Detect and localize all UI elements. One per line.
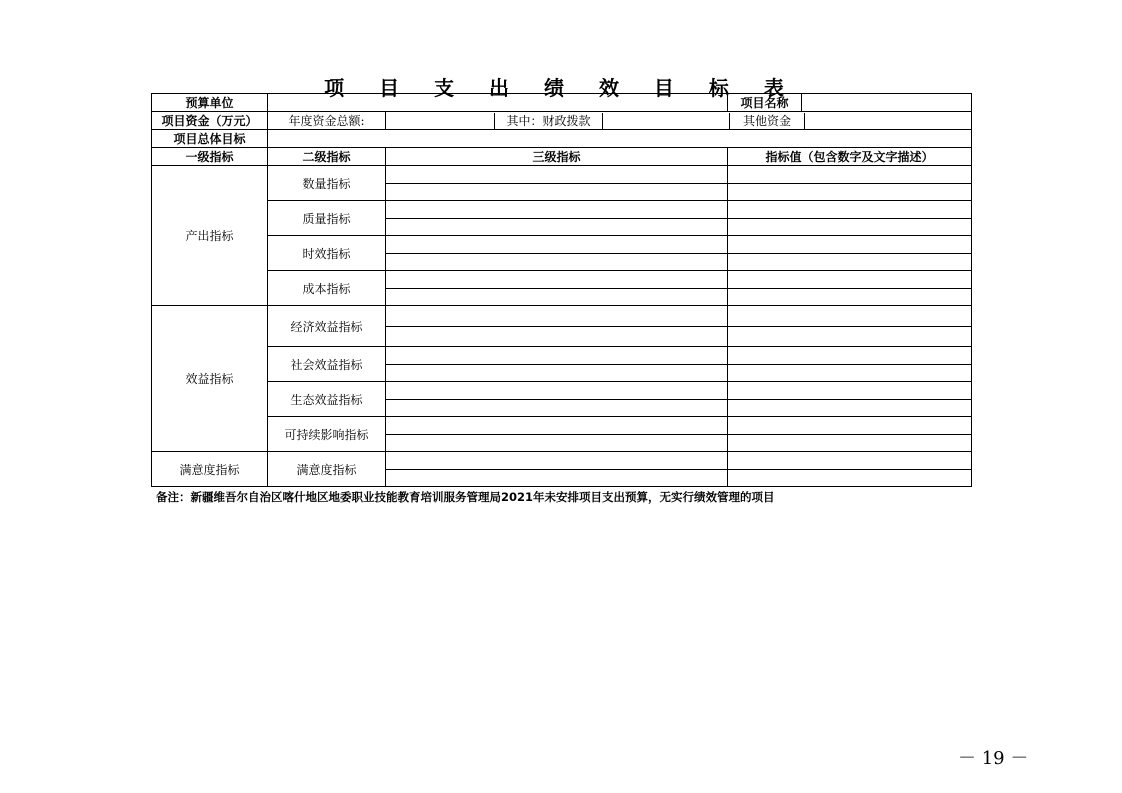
level3-cell — [386, 166, 728, 184]
annual-total-value — [386, 113, 495, 129]
overall-goal-label: 项目总体目标 — [152, 130, 268, 148]
level2-social: 社会效益指标 — [268, 347, 386, 382]
annual-total-label: 年度资金总额: — [268, 112, 386, 130]
level2-quantity: 数量指标 — [268, 166, 386, 201]
value-cell — [728, 347, 972, 365]
level3-cell — [386, 254, 728, 271]
level3-cell — [386, 306, 728, 327]
col-header-level2: 二级指标 — [268, 148, 386, 166]
col-header-level3: 三级指标 — [386, 148, 728, 166]
other-funds-value — [805, 113, 971, 129]
value-cell — [728, 327, 972, 347]
level2-quality: 质量指标 — [268, 201, 386, 236]
value-cell — [728, 166, 972, 184]
footnote: 备注：新疆维吾尔自治区喀什地区地委职业技能教育培训服务管理局2021年未安排项目支出预算，无实行绩效管理的项目 — [156, 490, 775, 504]
level3-cell — [386, 236, 728, 254]
project-name-label: 项目名称 — [728, 94, 802, 112]
level2-satisfaction: 满意度指标 — [268, 452, 386, 487]
value-cell — [728, 382, 972, 400]
value-cell — [728, 201, 972, 219]
level2-economic: 经济效益指标 — [268, 306, 386, 347]
level3-cell — [386, 271, 728, 289]
value-cell — [728, 236, 972, 254]
overall-goal-value — [268, 130, 972, 148]
level3-cell — [386, 417, 728, 435]
level3-cell — [386, 201, 728, 219]
funds-subcells — [386, 112, 972, 130]
value-cell — [728, 400, 972, 417]
funds-label: 项目资金（万元） — [152, 112, 268, 130]
value-cell — [728, 435, 972, 452]
level2-timeliness: 时效指标 — [268, 236, 386, 271]
value-cell — [728, 365, 972, 382]
value-cell — [728, 306, 972, 327]
value-cell — [728, 470, 972, 487]
level2-ecological: 生态效益指标 — [268, 382, 386, 417]
level1-output: 产出指标 — [152, 166, 268, 306]
value-cell — [728, 219, 972, 236]
value-cell — [728, 184, 972, 201]
level2-cost: 成本指标 — [268, 271, 386, 306]
col-header-level1: 一级指标 — [152, 148, 268, 166]
level3-cell — [386, 327, 728, 347]
budget-unit-value — [268, 94, 728, 112]
value-cell — [728, 254, 972, 271]
level3-cell — [386, 435, 728, 452]
col-header-value: 指标值（包含数字及文字描述） — [728, 148, 972, 166]
value-cell — [728, 271, 972, 289]
level3-cell — [386, 452, 728, 470]
level3-cell — [386, 400, 728, 417]
fiscal-label: 其中：财政拨款 — [495, 113, 603, 129]
level3-cell — [386, 347, 728, 365]
value-cell — [728, 452, 972, 470]
level3-cell — [386, 184, 728, 201]
level3-cell — [386, 289, 728, 306]
level1-satisfaction: 满意度指标 — [152, 452, 268, 487]
level3-cell — [386, 382, 728, 400]
project-name-value — [802, 94, 972, 112]
performance-target-table — [151, 93, 972, 487]
other-funds-label: 其他资金 — [730, 113, 805, 129]
fiscal-value — [603, 113, 730, 129]
value-cell — [728, 417, 972, 435]
page-number: － 19 － — [958, 748, 1029, 769]
level3-cell — [386, 219, 728, 236]
value-cell — [728, 289, 972, 306]
level3-cell — [386, 365, 728, 382]
level3-cell — [386, 470, 728, 487]
level1-benefit: 效益指标 — [152, 306, 268, 452]
page-title: 项 目 支 出 绩 效 目 标 表 — [324, 76, 798, 100]
level2-sustainable: 可持续影响指标 — [268, 417, 386, 452]
budget-unit-label: 预算单位 — [152, 94, 268, 112]
